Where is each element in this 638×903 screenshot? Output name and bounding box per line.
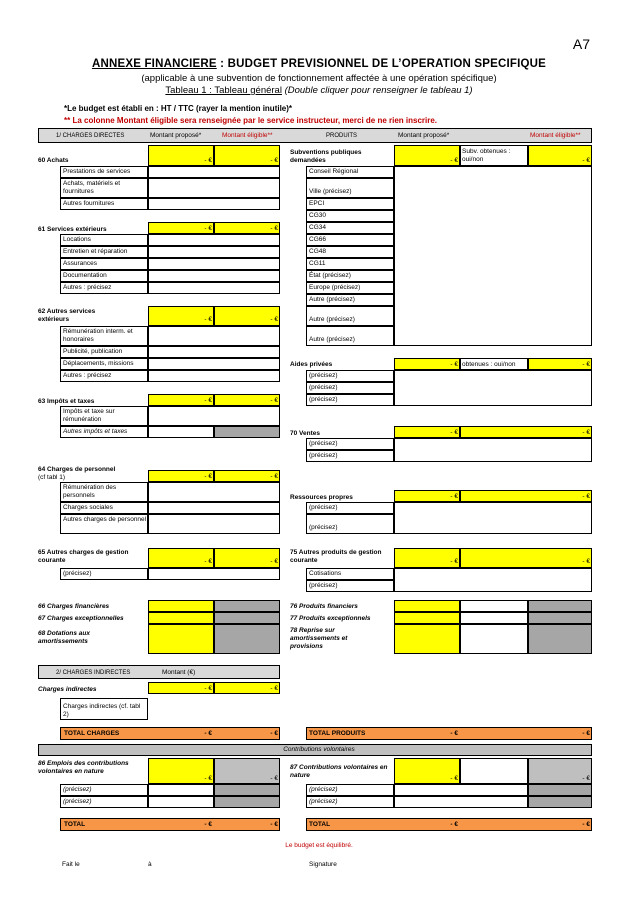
section-services: 61 Services extérieurs (38, 226, 107, 233)
section-autres-produits: 75 Autres produits de gestion courante (290, 549, 382, 564)
euro-value: - € (204, 473, 212, 480)
exceptionnelles-montant[interactable] (148, 612, 214, 624)
produits-exceptionnels-montant[interactable] (394, 612, 460, 624)
total-produits-propose: - € (450, 730, 458, 737)
item-label: (précisez) (63, 786, 92, 793)
item-label: Publicité, publication (63, 348, 123, 355)
disabled-cell (214, 784, 280, 796)
euro-value: - € (582, 558, 590, 565)
disabled-cell (214, 624, 280, 654)
page-title: ANNEXE FINANCIERE : BUDGET PREVISIONNEL DE L’OPERATION SPECIFIQUE (91, 58, 547, 70)
item-label: Autres impôts et taxes (63, 428, 128, 435)
total-produits-eligible: - € (582, 730, 590, 737)
euro-value: - € (582, 361, 590, 368)
item-label: Entretien et réparation (63, 248, 128, 255)
footer-place-label: à (148, 861, 152, 868)
grand-total-produits-eligible: - € (582, 821, 590, 828)
section-produits-exceptionnels: 77 Produits exceptionnels (290, 615, 371, 622)
section-ventes: 70 Ventes (290, 430, 320, 437)
total-charges-propose: - € (204, 730, 212, 737)
item-label: (précisez) (309, 786, 338, 793)
produits-financiers-montant[interactable] (394, 600, 460, 612)
item-label: Documentation (63, 272, 107, 279)
item-label: (précisez) (63, 798, 92, 805)
euro-value: - € (582, 429, 590, 436)
amount-cell[interactable] (148, 502, 280, 514)
amount-cell[interactable] (148, 784, 214, 796)
euro-value: - € (270, 473, 278, 480)
item-label: Autre (précisez) (309, 296, 355, 303)
section-autres-charges: 65 Autres charges de gestion courante (38, 549, 129, 564)
item-label: (précisez) (309, 582, 338, 589)
section-achats: 60 Achats (38, 157, 69, 164)
amount-cell[interactable] (148, 406, 280, 426)
section-personnel-sub: (cf tabl 1) (38, 474, 66, 481)
item-label: Conseil Régional (309, 168, 359, 175)
subventions-amount-area[interactable] (394, 166, 592, 346)
euro-value: - € (270, 225, 278, 232)
euro-value: - € (450, 558, 458, 565)
euro-value: - € (204, 225, 212, 232)
section-produits-financiers: 76 Produits financiers (290, 603, 358, 610)
header-montant-eligible: Montant éligible** (222, 132, 273, 139)
ventes-amount-area[interactable] (394, 438, 592, 462)
euro-value: - € (450, 157, 458, 164)
euro-value: - € (204, 775, 212, 782)
header-produits: PRODUITS (326, 133, 358, 139)
budget-note: *Le budget est établi en : HT / TTC (rayer la mention inutile)* (64, 104, 293, 113)
euro-value: - € (450, 429, 458, 436)
amount-cell[interactable] (148, 346, 280, 358)
section-impots: 63 Impôts et taxes (38, 398, 95, 405)
item-label: (précisez) (63, 570, 92, 577)
euro-value: - € (204, 685, 212, 692)
amount-cell[interactable] (148, 198, 280, 210)
euro-value: - € (270, 558, 278, 565)
section-ressources: Ressources propres (290, 494, 353, 501)
disabled-cell (528, 796, 592, 808)
section-exceptionnelles: 67 Charges exceptionnelles (38, 615, 124, 622)
euro-value: - € (204, 157, 212, 164)
item-label: Rémunération des personnels (63, 484, 117, 499)
item-label: Achats, matériels et fournitures (63, 180, 121, 195)
blank-cell (460, 624, 528, 654)
item-label: État (précisez) (309, 272, 351, 279)
item-label: Autres : précisez (63, 372, 112, 379)
amount-cell[interactable] (148, 482, 280, 502)
section-subventions: Subventions publiques demandées (290, 149, 362, 164)
section-contrib-emplois: 86 Emplois des contributions volontaires en nature (38, 760, 129, 775)
reprise-montant[interactable] (394, 624, 460, 654)
amount-cell[interactable] (148, 426, 214, 438)
section-indirect: Charges indirectes (38, 686, 97, 693)
item-label: Autre (précisez) (309, 336, 355, 343)
item-label: Charges indirectes (cf. tabl 2) (63, 703, 141, 718)
total-produits-label: TOTAL PRODUITS (309, 730, 366, 737)
item-label: (précisez) (309, 452, 338, 459)
euro-value: - € (582, 493, 590, 500)
header-montant-propose-produits: Montant proposé* (398, 132, 450, 139)
item-label: Rémunération interm. et honoraires (63, 328, 133, 343)
amount-cell[interactable] (148, 178, 280, 198)
blank-cell (460, 600, 528, 612)
indirect-header-montant: Montant (€) (162, 669, 196, 676)
grand-total-produits-label: TOTAL (309, 821, 331, 828)
total-charges-eligible: - € (270, 730, 278, 737)
amount-cell[interactable] (394, 784, 528, 796)
euro-value: - € (204, 558, 212, 565)
disabled-cell (528, 784, 592, 796)
euro-value: - € (582, 157, 590, 164)
item-label: EPCI (309, 200, 325, 207)
amount-cell[interactable] (148, 166, 280, 178)
grand-total-charges-label: TOTAL (64, 821, 86, 828)
subventions-obtenues-label: Subv. obtenues : oui/non (462, 148, 511, 163)
item-label: Autre (précisez) (309, 316, 355, 323)
item-label: CG34 (309, 224, 326, 231)
footer-date-label: Fait le (62, 861, 80, 868)
item-label: CG66 (309, 236, 326, 243)
balance-note: Le budget est équilibré. (285, 842, 353, 849)
disabled-cell (528, 612, 592, 624)
autres-produits-amount-area[interactable] (394, 568, 592, 592)
table-subtitle: Tableau 1 : Tableau général (Double cliquer pour renseigner le tableau 1) (165, 85, 473, 96)
dotations-montant[interactable] (148, 624, 214, 654)
euro-value: - € (204, 316, 212, 323)
euro-value: - € (582, 775, 590, 782)
item-label: (précisez) (309, 524, 338, 531)
euro-value: - € (450, 493, 458, 500)
disabled-cell (528, 600, 592, 612)
section-autres-services: 62 Autres services extérieurs (38, 308, 96, 323)
disabled-cell (214, 796, 280, 808)
total-charges-label: TOTAL CHARGES (64, 730, 120, 737)
grand-total-charges-propose: - € (204, 821, 212, 828)
item-label: Ville (précisez) (309, 188, 352, 195)
amount-cell[interactable] (148, 370, 280, 382)
amount-cell[interactable] (148, 514, 280, 534)
item-label: CG11 (309, 260, 326, 267)
item-label: Prestations de services (63, 168, 131, 175)
contributions-header-label: Contributions volontaires (283, 746, 355, 753)
indirect-header-label: 2/ CHARGES INDIRECTES (56, 670, 131, 676)
item-label: CG30 (309, 212, 326, 219)
amount-cell[interactable] (148, 258, 280, 270)
euro-value: - € (450, 775, 458, 782)
amount-cell[interactable] (148, 568, 280, 580)
item-label: (précisez) (309, 798, 338, 805)
item-label: Autres charges de personnel (63, 516, 147, 523)
item-label: CG48 (309, 248, 326, 255)
amount-cell[interactable] (148, 796, 214, 808)
disabled-cell (214, 600, 280, 612)
item-label: Europe (précisez) (309, 284, 361, 291)
item-label: (précisez) (309, 396, 338, 403)
blank-cell (460, 758, 528, 784)
amount-cell[interactable] (148, 234, 280, 246)
section-dotations: 68 Dotations aux amortissements (38, 630, 91, 645)
section-financieres: 66 Charges financières (38, 603, 110, 610)
amount-cell[interactable] (148, 282, 280, 294)
eligible-note: ** La colonne Montant éligible sera renseignée par le service instructeur, merci de ne rien inscrire. (64, 116, 438, 125)
euro-value: - € (270, 397, 278, 404)
item-label: Locations (63, 236, 91, 243)
aides-obtenues-label: obtenues : oui/non (462, 361, 516, 368)
item-label: Cotisations (309, 570, 342, 577)
form-code: A7 (572, 36, 590, 52)
euro-value: - € (450, 361, 458, 368)
euro-value: - € (270, 316, 278, 323)
item-label: Déplacements, missions (63, 360, 134, 367)
grand-total-charges-eligible: - € (270, 821, 278, 828)
grand-total-produits-propose: - € (450, 821, 458, 828)
item-label: Autres fournitures (63, 200, 115, 207)
section-contrib-volontaires: 87 Contributions volontaires en nature (290, 764, 388, 779)
euro-value: - € (204, 397, 212, 404)
header-charges: 1/ CHARGES DIRECTES (56, 133, 125, 139)
amount-cell[interactable] (394, 796, 528, 808)
aides-amount-area[interactable] (394, 370, 592, 406)
item-label: (précisez) (309, 504, 338, 511)
amount-cell[interactable] (148, 326, 280, 346)
financieres-montant[interactable] (148, 600, 214, 612)
disabled-cell (528, 624, 592, 654)
disabled-cell (214, 426, 280, 438)
euro-value: - € (270, 775, 278, 782)
section-personnel: 64 Charges de personnel (38, 466, 116, 473)
header-montant-eligible-produits: Montant éligible** (530, 132, 581, 139)
item-label: Assurances (63, 260, 97, 267)
item-label: Charges sociales (63, 504, 113, 511)
amount-cell[interactable] (148, 358, 280, 370)
item-label: Autres : précisez (63, 284, 112, 291)
item-label: (précisez) (309, 384, 338, 391)
amount-cell[interactable] (148, 246, 280, 258)
disabled-cell (214, 612, 280, 624)
section-aides: Aides privées (290, 361, 333, 368)
item-label: (précisez) (309, 372, 338, 379)
section-reprise: 78 Reprise sur amortissements et provisions (290, 627, 348, 650)
euro-value: - € (270, 157, 278, 164)
blank-cell (460, 612, 528, 624)
euro-value: - € (270, 685, 278, 692)
header-montant-propose: Montant proposé* (150, 132, 202, 139)
amount-cell[interactable] (148, 270, 280, 282)
item-label: (précisez) (309, 440, 338, 447)
item-label: Impôts et taxe sur rémunération (63, 408, 115, 423)
footer-signature-label: Signature (309, 861, 337, 868)
ressources-amount-area[interactable] (394, 502, 592, 534)
subtitle: (applicable à une subvention de fonctionnement affectée à une opération spécifique) (141, 73, 497, 84)
